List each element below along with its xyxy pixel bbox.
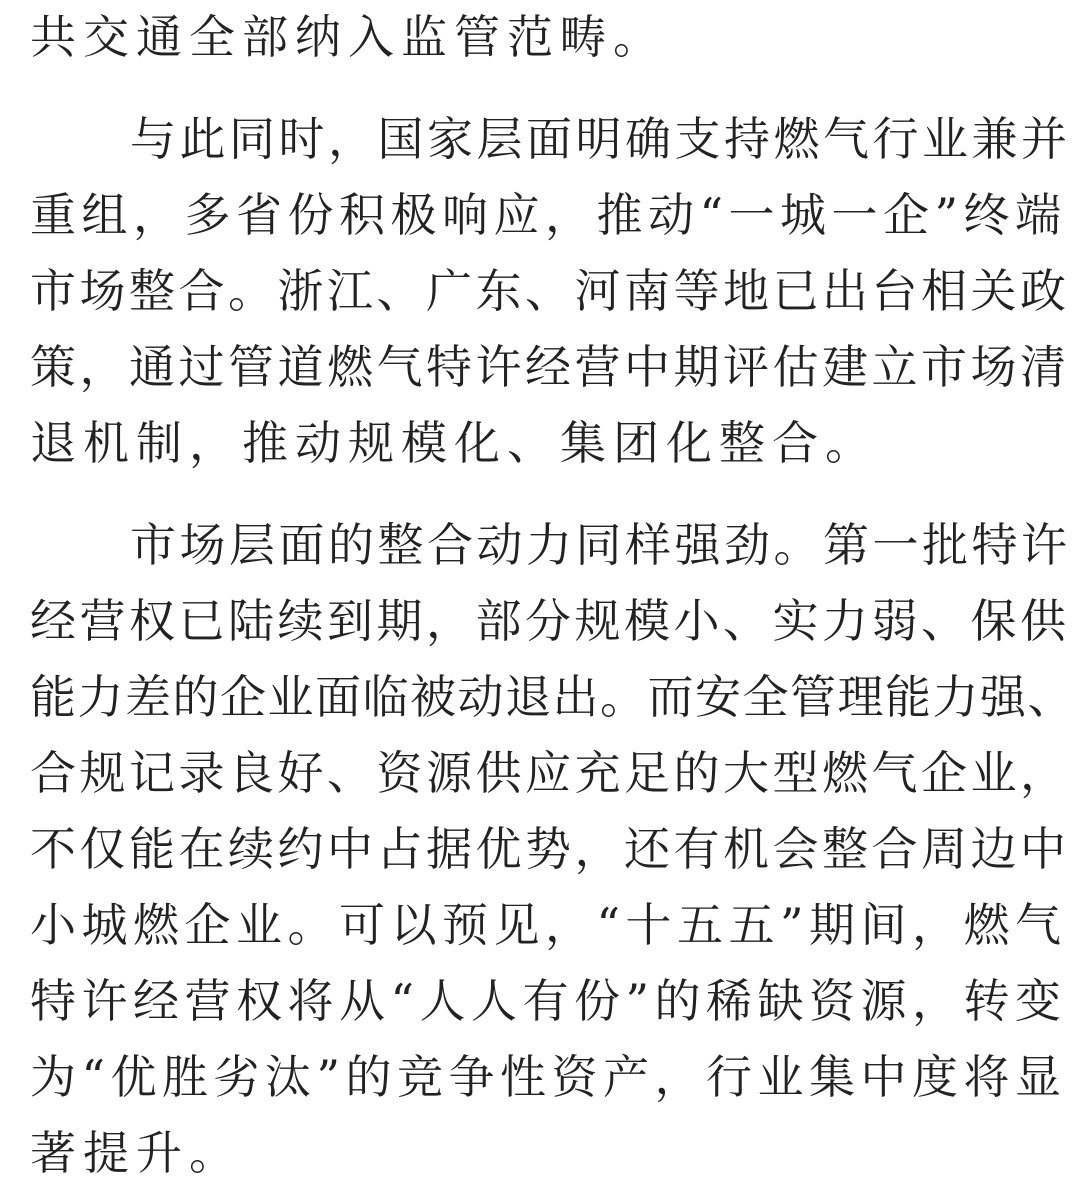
paragraph-3-line-8: 为“优胜劣汰”的竞争性资产，行业集中度将显 bbox=[30, 1050, 1067, 1104]
paragraph-2-line-5: 退机制，推动规模化、集团化整合。 bbox=[30, 416, 878, 470]
paragraph-2-line-4: 策，通过管道燃气特许经营中期评估建立市场清 bbox=[30, 340, 1070, 394]
paragraph-3-line-7: 特许经营权将从“人人有份”的稀缺资源，转变 bbox=[30, 974, 1067, 1028]
paragraph-1-line-1: 共交通全部纳入监管范畴。 bbox=[30, 10, 666, 64]
paragraph-3-line-9: 著提升。 bbox=[30, 1126, 242, 1180]
paragraph-3-line-2: 经营权已陆续到期，部分规模小、实力弱、保供 bbox=[30, 594, 1070, 648]
paragraph-3-line-5: 不仅能在续约中占据优势，还有机会整合周边中 bbox=[30, 822, 1070, 876]
paragraph-2-line-3: 市场整合。浙江、广东、河南等地已出台相关政 bbox=[30, 264, 1070, 318]
paragraph-3-line-1: 市场层面的整合动力同样强劲。第一批特许 bbox=[130, 518, 1071, 572]
paragraph-2-line-2: 重组，多省份积极响应，推动“一城一企”终端 bbox=[30, 188, 1067, 242]
paragraph-3-line-6: 小城燃企业。可以预见，“十五五”期间，燃气 bbox=[30, 898, 1067, 952]
paragraph-3-line-3: 能力差的企业面临被动退出。而安全管理能力强、 bbox=[30, 670, 1075, 724]
paragraph-3-line-4: 合规记录良好、资源供应充足的大型燃气企业， bbox=[30, 746, 1070, 800]
paragraph-2-line-1: 与此同时，国家层面明确支持燃气行业兼并 bbox=[130, 112, 1071, 166]
